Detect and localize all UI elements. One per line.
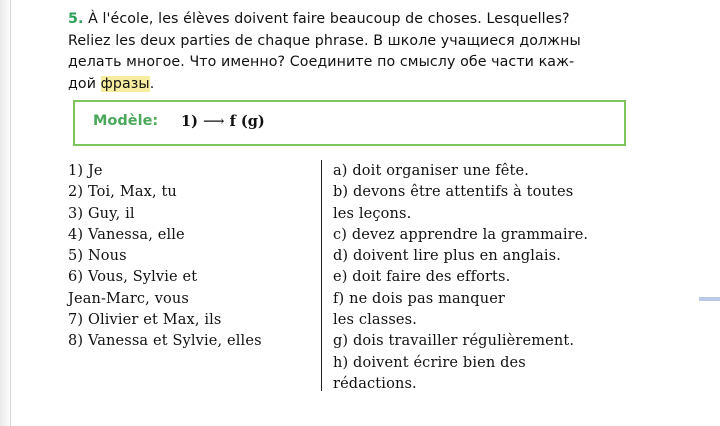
subject-item: 8) Vanessa et Sylvie, elles (68, 333, 262, 350)
subject-item: 1) Je (68, 163, 103, 179)
subject-item: 5) Nous (68, 248, 127, 265)
model-left: 1) (181, 113, 198, 130)
subjects-column (68, 161, 318, 353)
exercise-instructions (68, 9, 640, 95)
instruction-line-4: дой (68, 75, 101, 92)
ending-item: c) devez apprendre la grammaire. (333, 226, 589, 243)
scroll-marker (699, 297, 720, 301)
endings-column (333, 161, 633, 395)
instruction-line-2: Reliez les deux parties de chaque phrase. В школе учащиеся должны (68, 32, 581, 49)
page-edge-line (10, 0, 11, 426)
subject-item: 3) Guy, il (68, 205, 135, 222)
ending-item: g) dois travailler régulièrement. (333, 333, 575, 350)
highlighted-word: фразы (100, 75, 150, 92)
subject-item: 6) Vous, Sylvie et (68, 269, 198, 286)
ending-item: les classes. (333, 312, 417, 329)
ending-item: les leçons. (333, 205, 412, 222)
ending-item: e) doit faire des efforts. (333, 269, 511, 286)
model-box (73, 100, 626, 146)
subject-item: 7) Olivier et Max, ils (68, 312, 222, 329)
instruction-end: . (149, 75, 155, 92)
instruction-line-1: À l'école, les élèves doivent faire beaucoup de choses. Lesquelles? (88, 11, 570, 27)
column-divider (321, 160, 322, 391)
subject-item: 4) Vanessa, elle (68, 226, 185, 243)
instruction-line-3: делать многое. Что именно? Соедините по смыслу обе части каж- (68, 54, 575, 70)
ending-item: a) doit organiser une fête. (333, 163, 530, 179)
model-label: Modèle: (93, 113, 159, 129)
arrow-right-icon: ⟶ (203, 112, 225, 130)
model-right: f (g) (229, 113, 265, 130)
subject-item: Jean-Marc, vous (68, 290, 189, 307)
subject-item: 2) Toi, Max, tu (68, 184, 177, 201)
ending-item: b) devons être attentifs à toutes (333, 184, 574, 201)
ending-item: d) doivent lire plus en anglais. (333, 248, 562, 265)
ending-item: rédactions. (333, 375, 417, 392)
model-example (181, 112, 265, 130)
ending-item: f) ne dois pas manquer (333, 290, 506, 307)
ending-item: h) doivent écrire bien des (333, 354, 526, 371)
exercise-number: 5. (68, 11, 84, 27)
